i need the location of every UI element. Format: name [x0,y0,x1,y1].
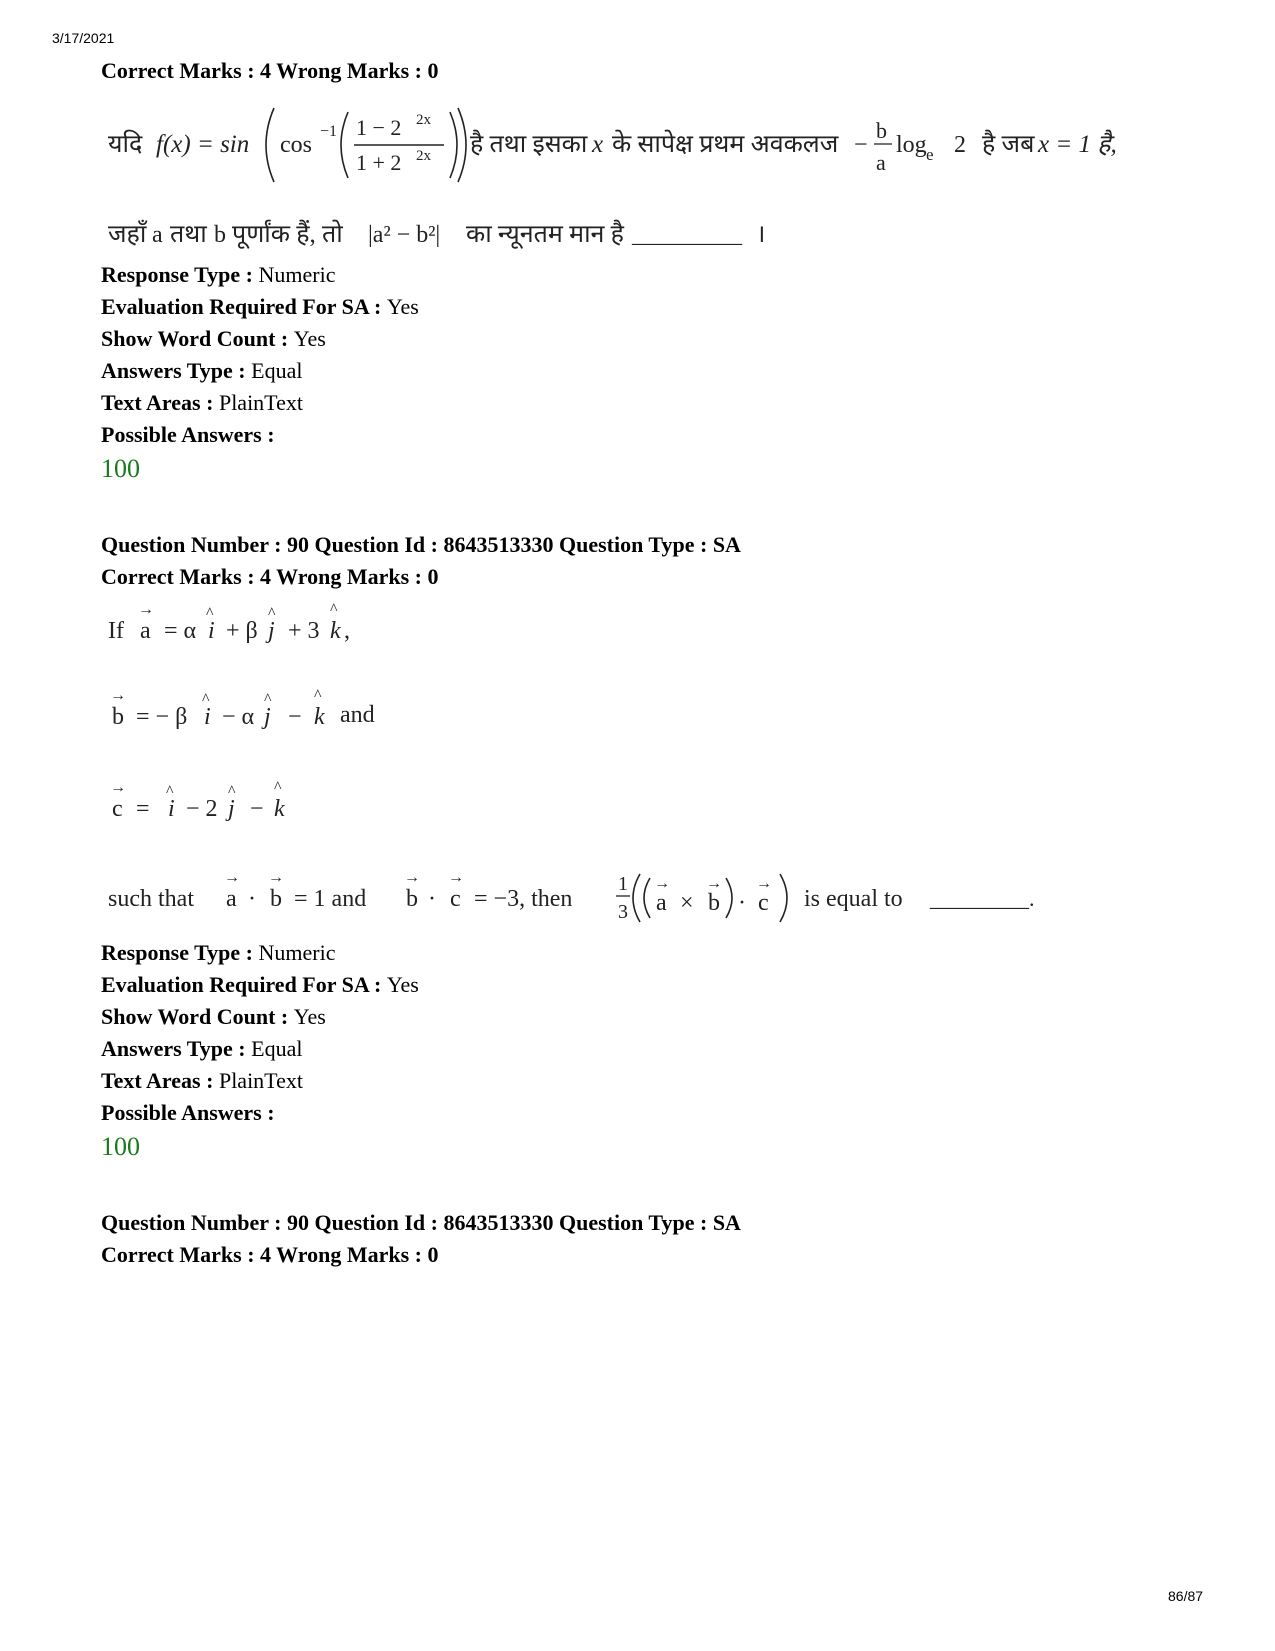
q2-d-times: × [680,890,694,916]
q1-hindi-mid2: के सापेक्ष प्रथम अवकलज [612,131,839,158]
q1-marks-line [101,58,439,84]
q2-c-rhs2: − 2 [186,796,218,822]
response-type-value: Numeric [258,262,336,287]
evaluation-required-label: Evaluation Required For SA : [101,972,387,997]
q1-text-areas [101,390,303,416]
arrow-icon: → [654,875,670,892]
question-type-label: Question Type : [553,1210,713,1235]
answers-type-value: Equal [251,358,303,383]
q2-d-b: b [270,886,282,912]
q2-possible-answers [101,1100,275,1126]
q1-frac-a: a [876,150,886,175]
q1-l2-b: b [214,222,226,248]
q1-num-exp: 2x [416,112,431,128]
text-areas-label: Text Areas : [101,1068,219,1093]
hat-icon: ^ [274,779,282,796]
q2-d-a3: a [656,890,667,916]
q1-two: 2 [954,132,966,158]
q2-d-a: a [226,886,237,912]
q1-cos: cos [280,132,312,158]
q2-d-b2: b [406,886,418,912]
question-type-value: SA [712,532,741,557]
q1-l2-part3: पूर्णांक हैं, तो [232,221,343,248]
answers-type-value: Equal [251,1036,303,1061]
q1-answers-type [101,358,302,384]
q3-marks-line [101,1242,439,1268]
arrow-icon: → [110,687,126,704]
q2-d-blank: _________. [930,886,1035,911]
q1-den: 1 + 2 [356,150,402,175]
q1-stem-line1 [108,100,1158,190]
arrow-icon: → [268,869,284,886]
text-areas-value: PlainText [218,390,303,415]
arrow-icon: → [224,869,240,886]
correct-marks-label: Correct Marks : [101,564,261,589]
question-number-label: Question Number : [101,532,287,557]
hat-icon: ^ [228,783,236,800]
correct-marks-label: Correct Marks : [101,58,261,83]
q1-log-sub: e [926,145,934,164]
q2-d-such: such that [108,886,194,912]
q2-d-eq1: = 1 and [294,886,367,912]
correct-marks-value: 4 [260,564,272,589]
evaluation-required-value: Yes [386,294,419,319]
q2-show-word-count [101,1004,326,1030]
question-id-label: Question Id : [309,1210,444,1235]
q2-a-rhs3: + 3 [288,618,320,644]
wrong-marks-label: Wrong Marks : [271,58,428,83]
q2-answer: 100 [101,1132,140,1161]
q2-b-k: k [314,704,325,730]
wrong-marks-label: Wrong Marks : [271,564,428,589]
answers-type-label: Answers Type : [101,1036,252,1061]
q1-l2-blank: __________ [632,222,742,247]
q2-a-end: , [344,618,350,644]
q1-l2-end: । [756,221,766,248]
wrong-marks-label: Wrong Marks : [271,1242,428,1267]
q2-c-vec: c [112,796,123,822]
arrow-icon: → [756,875,772,892]
possible-answers-label: Possible Answers : [101,422,275,447]
question-type-value: SA [712,1210,741,1235]
q2-a-rhs1: = α [164,618,197,644]
q1-frac-b: b [876,118,887,143]
correct-marks-label: Correct Marks : [101,1242,261,1267]
q1-fx: f(x) = sin [156,131,250,158]
q1-l2-part4: का न्यूनतम मान है [466,221,624,248]
q1-den-exp: 2x [416,148,431,164]
question-type-label: Question Type : [553,532,713,557]
q2-b-end: and [340,702,375,728]
arrow-icon: → [706,875,722,892]
hat-icon: ^ [166,783,174,800]
q2-a-vec: a [140,618,151,644]
question-number-value: 90 [287,532,309,557]
question-number-label: Question Number : [101,1210,287,1235]
answers-type-label: Answers Type : [101,358,252,383]
question-id-value: 8643513330 [443,1210,554,1235]
possible-answers-label: Possible Answers : [101,1100,275,1125]
q2-response-type [101,940,335,966]
q1-x: x [592,131,604,158]
hat-icon: ^ [330,601,338,618]
q1-inv: −1 [320,123,338,140]
q2-a-k: k [330,618,341,644]
q2-d-eq2: = −3, then [474,886,573,912]
show-word-count-value: Yes [293,1004,326,1029]
q2-b-rhs2: − α [222,704,255,730]
q1-minus: − [854,132,868,158]
q2-evaluation-required [101,972,419,998]
q1-answer: 100 [101,454,140,483]
wrong-marks-value: 0 [427,564,439,589]
arrow-icon: → [448,869,464,886]
q1-evaluation-required [101,294,419,320]
q2-d-c: c [450,886,461,912]
correct-marks-value: 4 [260,1242,272,1267]
q2-vector-c [108,778,368,826]
q1-possible-answers [101,422,275,448]
question-id-value: 8643513330 [443,532,554,557]
response-type-label: Response Type : [101,262,259,287]
arrow-icon: → [404,869,420,886]
q2-c-j: j [228,796,235,822]
q1-l2-a: a [152,222,163,248]
hat-icon: ^ [202,691,210,708]
show-word-count-label: Show Word Count : [101,1004,294,1029]
q2-b-rhs1: = − β [136,704,188,730]
evaluation-required-value: Yes [386,972,419,997]
q1-l2-expr: |a² − b²| [368,222,441,248]
q2-a-i: i [208,618,215,644]
wrong-marks-value: 0 [427,58,439,83]
hat-icon: ^ [264,691,272,708]
q2-c-k: k [274,796,285,822]
hat-icon: ^ [206,605,214,622]
q2-a-rhs2: + β [226,618,258,644]
q2-b-vec: b [112,704,124,730]
q2-text-areas [101,1068,303,1094]
q2-d-one: 1 [618,873,628,895]
q2-vector-a [108,600,408,648]
q2-header [101,532,741,558]
q1-l2-part1: जहाँ [108,221,147,248]
q1-show-word-count [101,326,326,352]
question-id-label: Question Id : [309,532,444,557]
q1-log: log [896,132,927,158]
q2-d-dot: · [248,886,256,912]
q2-marks-line [101,564,439,590]
evaluation-required-label: Evaluation Required For SA : [101,294,387,319]
q2-b-j: j [264,704,271,730]
show-word-count-value: Yes [293,326,326,351]
q1-hindi-mid: है तथा इसका [470,131,588,158]
page-number: 86/87 [1168,1588,1204,1604]
q2-condition [108,866,1078,926]
response-type-value: Numeric [258,940,336,965]
hat-icon: ^ [268,605,276,622]
q2-b-i: i [204,704,211,730]
q1-response-type [101,262,335,288]
q2-b-rhs3: − [288,704,302,730]
q2-vector-b [108,686,428,734]
question-number-value: 90 [287,1210,309,1235]
q3-header [101,1210,741,1236]
correct-marks-value: 4 [260,58,272,83]
print-date: 3/17/2021 [52,30,115,46]
q1-stem-line2 [108,214,868,254]
q2-answers-type [101,1036,302,1062]
q2-d-b3: b [708,890,720,916]
arrow-icon: → [110,779,126,796]
q2-c-i: i [168,796,175,822]
q1-yadi: यदि [108,131,143,158]
wrong-marks-value: 0 [427,1242,439,1267]
q1-l2-part2: तथा [170,221,207,248]
q2-d-dot3: · [738,890,746,916]
q2-d-c3: c [758,890,769,916]
q2-c-rhs3: − [250,796,264,822]
hat-icon: ^ [314,687,322,704]
arrow-icon: → [138,601,154,618]
q1-hindi-end: है जब [982,131,1035,158]
q2-a-j: j [268,618,275,644]
q2-d-dot2: · [428,886,436,912]
q1-cond: x = 1 है, [1038,131,1117,158]
q2-c-rhs1: = [136,796,150,822]
q1-num: 1 − 2 [356,115,402,140]
q2-d-end: is equal to [804,886,903,912]
q2-d-three: 3 [618,901,628,923]
show-word-count-label: Show Word Count : [101,326,294,351]
text-areas-label: Text Areas : [101,390,219,415]
q2-if: If [108,618,124,644]
text-areas-value: PlainText [218,1068,303,1093]
response-type-label: Response Type : [101,940,259,965]
